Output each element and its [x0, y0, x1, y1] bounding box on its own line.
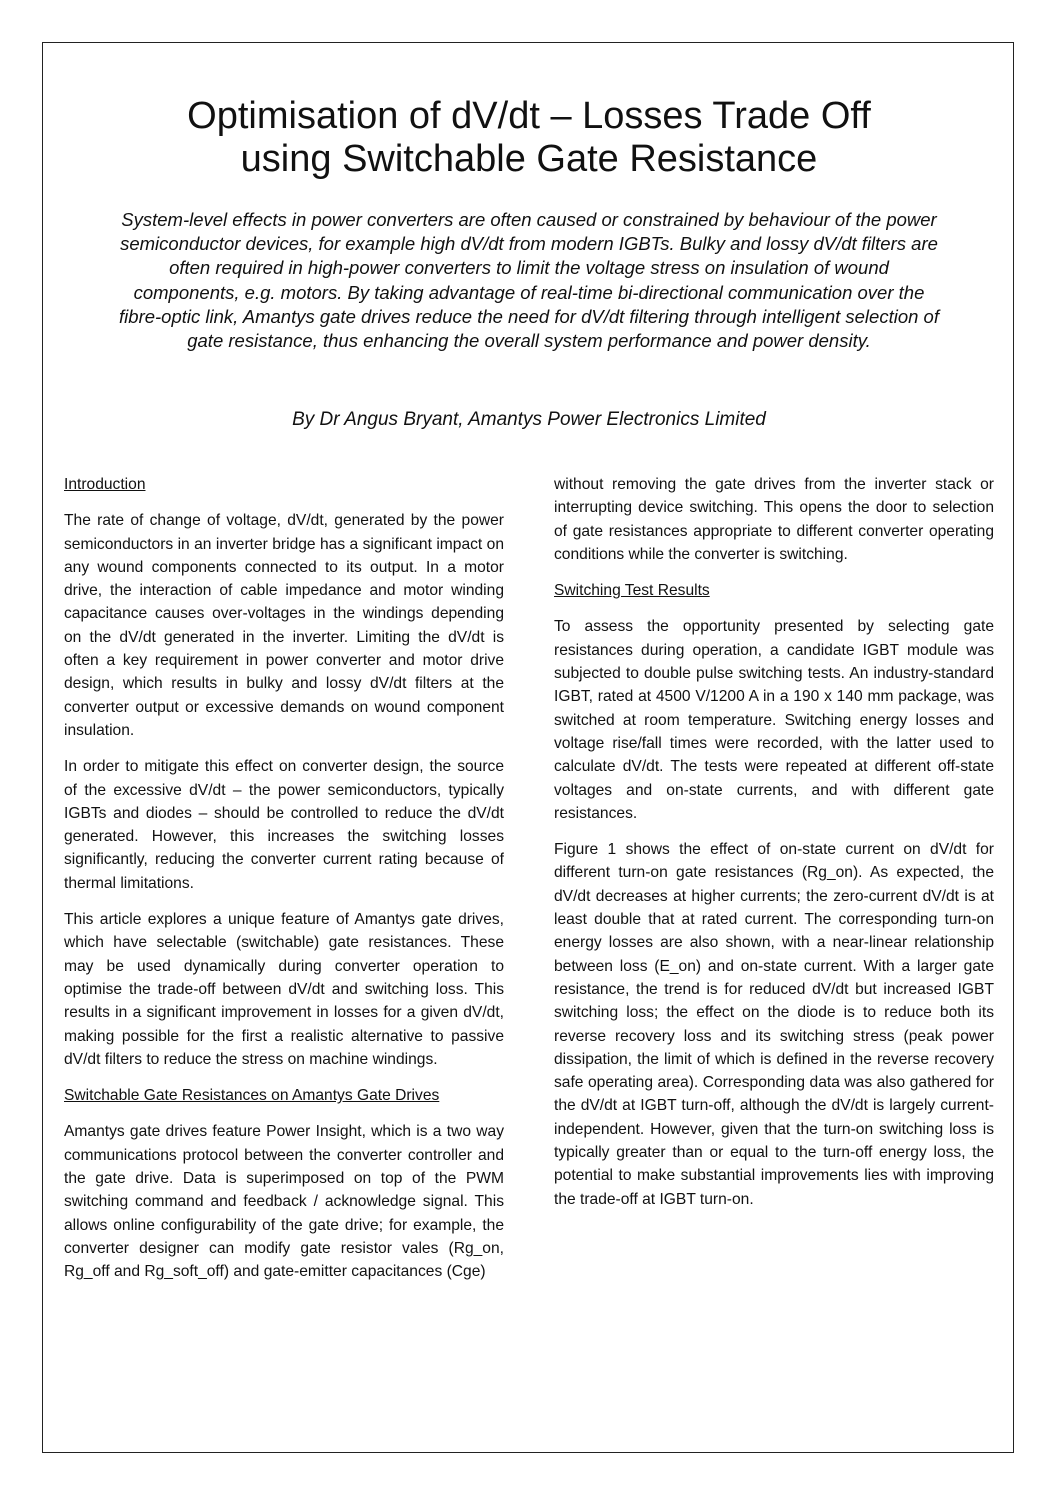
- article-abstract: System-level effects in power converters are often caused or constrained by behaviour of the power semiconductor devices, for example high dV/dt from modern IGBTs. Bulky and lossy dV/dt filters are often required in high-power converters to limit the voltage stress on insulation of wound components, e.g. motors. By taking advantage of real-time bi-directional communication over the fibre-optic link, Amantys gate drives reduce the need for dV/dt filtering through intelligent selection of gate resistance, thus enhancing the overall system performance and power density.: [119, 209, 939, 352]
- left-column: [64, 473, 504, 1297]
- right-column: [554, 473, 994, 1224]
- title-line-1: Optimisation of dV/dt – Losses Trade Off: [187, 95, 871, 137]
- article-title: [0, 95, 1058, 181]
- paragraph: To assess the opportunity presented by selecting gate resistances during operation, a candidate IGBT module was subjected to double pulse switching tests. An industry-standard IGBT, rated at 4500 V/1200 A in a 190 x 140 mm package, was switched at room temperature. Switching energy losses and voltage rise/fall times were recorded, with the latter used to calculate dV/dt. The tests were repeated at different off-state voltages and on-state currents, and with different gate resistances.: [554, 618, 994, 822]
- switching-test-results-heading: Switching Test Results: [554, 582, 710, 600]
- introduction-heading: Introduction: [64, 476, 146, 493]
- paragraph: The rate of change of voltage, dV/dt, generated by the power semiconductors in an inverter bridge has a significant impact on any wound components connected to its output. In a motor drive, the interaction of cable impedance and motor winding capacitance causes over-voltages in the windings depending on the dV/dt generated in the inverter. Limiting the dV/dt is often a key requirement in power converter and motor drive design, which results in bulky and lossy dV/dt filters at the converter output or excessive demands on wound component insulation.: [64, 512, 504, 739]
- author-byline: By Dr Angus Bryant, Amantys Power Electronics Limited: [292, 409, 766, 430]
- paragraph: Figure 1 shows the effect of on-state current on dV/dt for different turn-on gate resistances (Rg_on). As expected, the dV/dt decreases at higher currents; the zero-current dV/dt is at least double that at rated current. The corresponding turn-on energy losses are also shown, with a near-linear relationship between loss (E_on) and on-state current. With a larger gate resistance, the trend is for reduced dV/dt but increased IGBT switching loss; the effect on the diode is to reduce both its reverse recovery loss and its switching stress (peak power dissipation, the limit of which is defined in the reverse recovery safe operating area). Corresponding data was also gathered for the dV/dt at IGBT turn-off, although the dV/dt is largely current-independent. However, given that the turn-on switching loss is typically greater than or equal to the turn-off energy loss, the potential to make substantial improvements lies with improving the trade-off at IGBT turn-on.: [554, 841, 994, 1208]
- paragraph: Amantys gate drives feature Power Insight, which is a two way communications protocol between the converter controller and the gate drive. Data is superimposed on top of the PWM switching command and feedback / acknowledge signal. This allows online configurability of the gate drive; for example, the converter designer can modify gate resistor vales (Rg_on, Rg_off and Rg_soft_off) and gate-emitter capacitances (Cge): [64, 1123, 504, 1281]
- paragraph: without removing the gate drives from the inverter stack or interrupting device switching. This opens the door to selection of gate resistances appropriate to different converter operating conditions while the converter is switching.: [554, 476, 994, 563]
- paragraph: This article explores a unique feature of Amantys gate drives, which have selectable (switchable) gate resistances. These may be used dynamically during converter operation to optimise the trade-off between dV/dt and switching loss. This results in a significant improvement in losses for a given dV/dt, making possible for the first a realistic alternative to passive dV/dt filters to reduce the stress on machine windings.: [64, 911, 504, 1068]
- switchable-gate-heading: Switchable Gate Resistances on Amantys Gate Drives: [64, 1087, 440, 1105]
- title-line-2: using Switchable Gate Resistance: [240, 138, 818, 180]
- paragraph: In order to mitigate this effect on converter design, the source of the excessive dV/dt – the power semiconductors, typically IGBTs and diodes – should be controlled to reduce the dV/dt generated. However, this increases the switching losses significantly, reducing the converter current rating because of thermal limitations.: [64, 758, 504, 892]
